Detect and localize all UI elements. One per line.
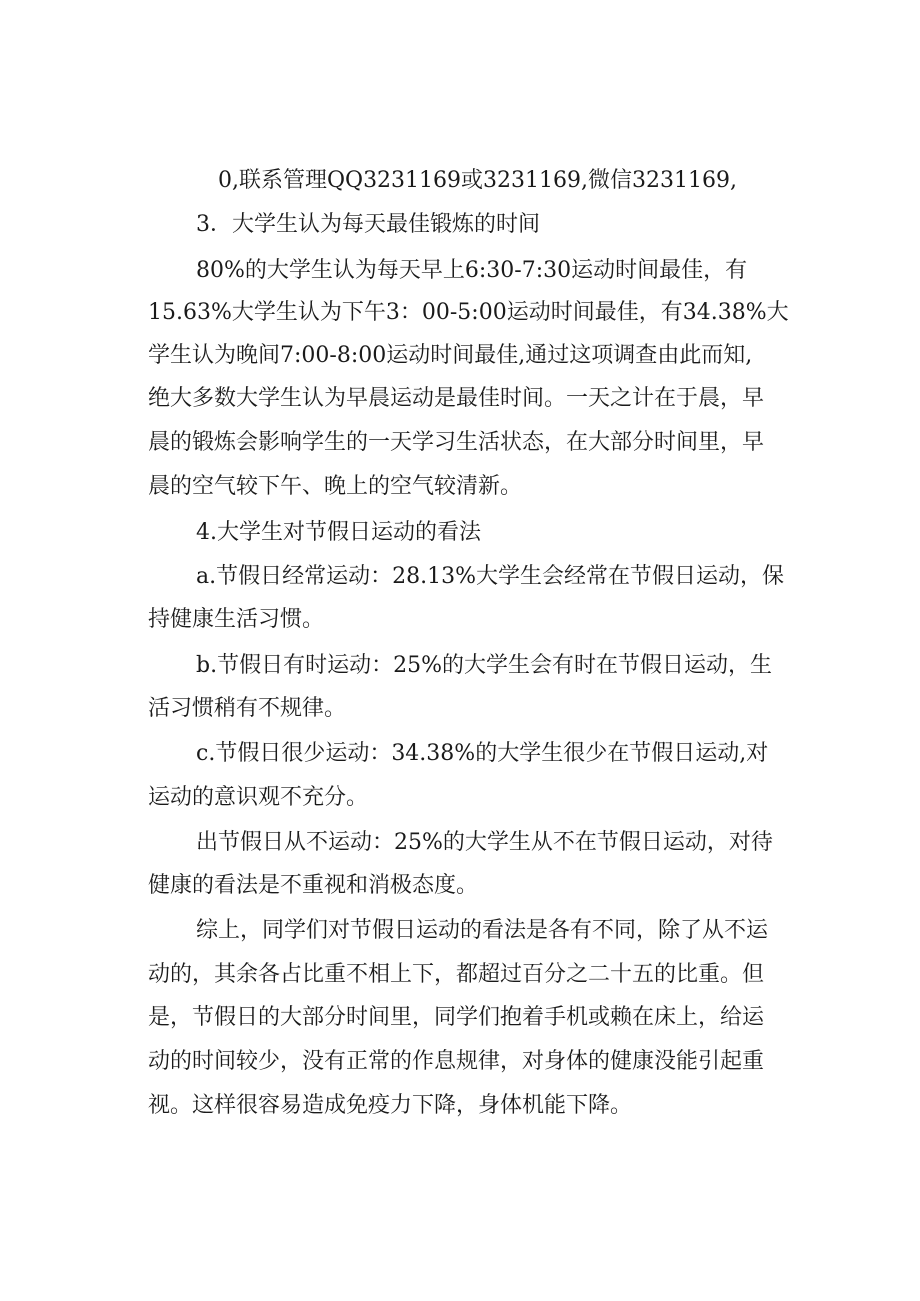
section-heading-3: 3．大学生认为每天最佳锻炼的时间 — [196, 212, 540, 237]
list-item-a-cont: 持健康生活习惯。 — [148, 607, 325, 632]
section-heading-4: 4.大学生对节假日运动的看法 — [196, 520, 481, 545]
paragraph-line: 学生认为晚间7:00-8:00运动时间最佳,通过这项调查由此而知, — [148, 343, 753, 368]
paragraph-line: 15.63%大学生认为下午3：00-5:00运动时间最佳，有34.38%大 — [148, 300, 789, 325]
summary-line: 综上，同学们对节假日运动的看法是各有不同，除了从不运 — [196, 918, 769, 943]
list-item-d: 出节假日从不运动：25%的大学生从不在节假日运动，对待 — [196, 830, 773, 855]
summary-line: 动的，其余各占比重不相上下，都超过百分之二十五的比重。但 — [148, 962, 765, 987]
list-item-d-cont: 健康的看法是不重视和消极态度。 — [148, 873, 479, 898]
paragraph-line: 晨的锻炼会影响学生的一天学习生活状态，在大部分时间里，早 — [148, 430, 765, 455]
list-item-c: c.节假日很少运动：34.38%的大学生很少在节假日运动,对 — [196, 741, 769, 766]
list-item-b-cont: 活习惯稍有不规律。 — [148, 696, 347, 721]
paragraph-line: 80%的大学生认为每天早上6:30-7:30运动时间最佳，有 — [196, 258, 748, 283]
paragraph-line: 绝大多数大学生认为早晨运动是最佳时间。一天之计在于晨，早 — [148, 386, 765, 411]
paragraph-line: 晨的空气较下午、晚上的空气较清新。 — [148, 474, 523, 499]
list-item-a: a.节假日经常运动：28.13%大学生会经常在节假日运动，保 — [196, 564, 784, 589]
summary-line: 动的时间较少，没有正常的作息规律，对身体的健康没能引起重 — [148, 1049, 765, 1074]
list-item-c-cont: 运动的意识观不充分。 — [148, 785, 369, 810]
summary-line: 视。这样很容易造成免疫力下降，身体机能下降。 — [148, 1093, 633, 1118]
contact-line: 0,联系管理QQ3231169或3231169,微信3231169, — [218, 168, 737, 193]
summary-line: 是，节假日的大部分时间里，同学们抱着手机或赖在床上，给运 — [148, 1005, 765, 1030]
list-item-b: b.节假日有时运动：25%的大学生会有时在节假日运动，生 — [196, 653, 772, 678]
